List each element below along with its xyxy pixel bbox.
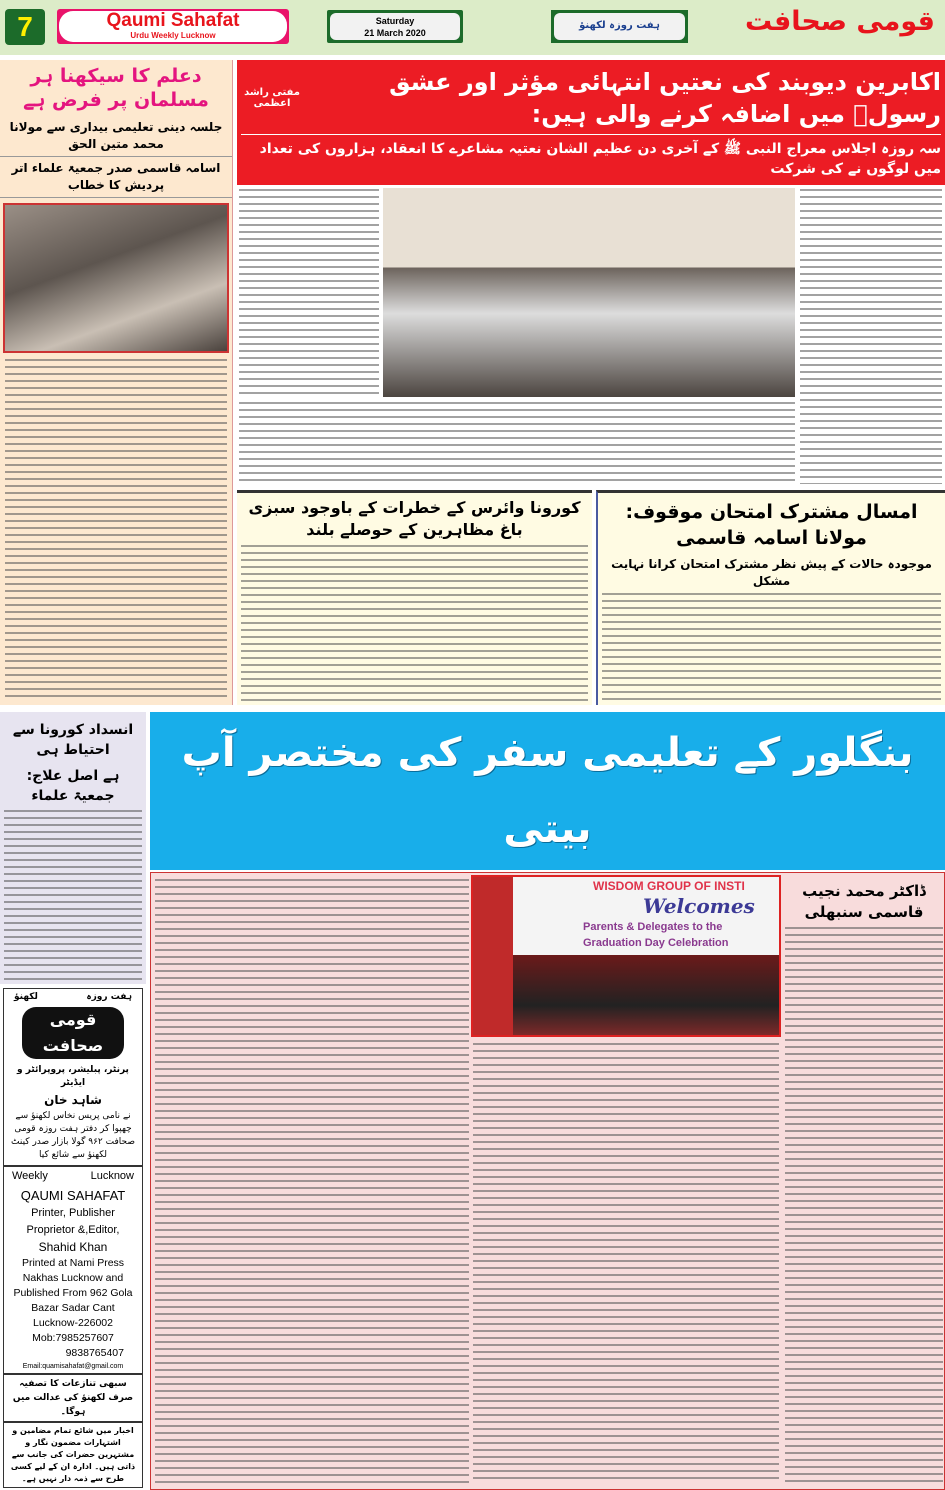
- feature-section: [150, 712, 945, 1490]
- exam-article: [596, 490, 945, 705]
- urdu-title: قومی صحافت: [745, 6, 935, 37]
- masthead-en-city: Lucknow: [90, 1170, 134, 1182]
- masthead-en-line: Printer, Publisher: [31, 1207, 115, 1219]
- masthead-roles: پرنٹر، پبلیشر، پروپرائٹر و ایڈیٹر: [17, 1065, 129, 1088]
- masthead-name: قومی صحافت: [22, 1007, 124, 1059]
- masthead-en-line: Published From 962 Gola: [13, 1287, 133, 1299]
- masthead-en-line: Printed at Nami Press: [21, 1257, 125, 1269]
- date-label: 21 March 2020: [364, 28, 426, 38]
- masthead-en-line: Bazar Sadar Cant: [31, 1302, 115, 1314]
- left-article: [0, 60, 233, 705]
- corona-side-article: [0, 712, 146, 984]
- masthead-weekly: ہفت روزہ: [86, 992, 132, 1002]
- feature-article: [150, 872, 945, 1490]
- banner-text: WISDOM GROUP OF INSTI: [593, 879, 745, 893]
- masthead-english: [3, 1166, 143, 1374]
- masthead-en-line: Proprietor &,Editor,: [26, 1224, 120, 1236]
- left-subhead-2: اسامہ قاسمی صدر جمعیۃ علماء اتر پردیش کا خطاب: [0, 157, 232, 198]
- masthead-en-line: Nakhas Lucknow and: [22, 1272, 124, 1284]
- lead-headline: اکابرین دیوبند کی نعتیں انتہائی مؤثر اور عشق رسولؐ میں اضافہ کرنے والی ہیں:: [389, 68, 941, 128]
- masthead-city: لکھنؤ: [14, 992, 38, 1002]
- lead-photo: [383, 188, 795, 397]
- corona-side-body: [4, 810, 142, 980]
- date-box: [327, 10, 463, 43]
- weekly-label: ہفت روزہ لکھنؤ: [554, 13, 685, 40]
- corona-side-headline-2: ہے اصل علاج: جمعیۃ علماء: [26, 768, 120, 804]
- left-sidebar: [0, 712, 146, 1490]
- weekly-box: [551, 10, 688, 43]
- feature-body-col: [785, 927, 943, 1483]
- left-headline: دعلم کا سیکھنا ہر مسلمان پر فرض ہے: [23, 65, 209, 111]
- exam-subhead: موجودہ حالات کے پیش نظر مشترک امتحان کرانا نہایت مشکل: [611, 557, 932, 588]
- jurisdiction-notice: سبھی تنازعات کا تصفیہ صرف لکھنؤ کی عدالت میں ہوگا۔: [3, 1374, 143, 1422]
- feature-right-col: [785, 881, 943, 1483]
- lead-article: [237, 60, 945, 487]
- lead-byline: مفتی راشد اعظمی: [244, 87, 300, 109]
- newspaper-logo: [57, 9, 289, 44]
- corona-side-headline-1: انسداد کورونا سے احتیاط ہی: [12, 722, 134, 758]
- masthead-urdu: [3, 988, 143, 1166]
- masthead-en-line: Lucknow-226002: [33, 1317, 113, 1329]
- feature-photo: [471, 875, 781, 1037]
- feature-body-col: [155, 879, 469, 1483]
- left-article-body: [5, 359, 227, 700]
- logo-subtitle: Urdu Weekly Lucknow: [130, 31, 216, 40]
- feature-headline: بنگلور کے تعلیمی سفر کی مختصر آپ بیتی: [150, 712, 945, 870]
- lead-body-col: [239, 189, 379, 397]
- corona-body: [241, 545, 588, 701]
- left-article-photo: [3, 203, 229, 353]
- page-number: 7: [5, 9, 45, 45]
- lead-article-body: [237, 185, 945, 487]
- banner-text: Parents & Delegates to the: [583, 921, 723, 933]
- logo-title: Qaumi Sahafat: [106, 10, 240, 31]
- lead-body-col: [800, 189, 942, 484]
- lead-body-col: [239, 402, 795, 484]
- masthead-en-mobile: 9838765407: [65, 1347, 124, 1359]
- masthead-en-email: Email:quamisahafat@gmail.com: [22, 1363, 124, 1370]
- masthead-en-mobile: Mob:7985257607: [32, 1332, 114, 1344]
- disclaimer-notice: اخبار میں شائع تمام مضامین و اشتہارات مضمون نگار و مشتہرین حضرات کی جانب سے ذاتی ہیں۔ ادارہ ان کے لیے کسی طرح سے ذمہ دار نہیں ہے۔: [3, 1422, 143, 1488]
- banner-text: Welcomes: [643, 894, 755, 918]
- banner-text: Graduation Day Celebration: [583, 937, 729, 949]
- masthead-address: نے نامی پریس نخاس لکھنؤ سے چھپوا کر دفتر ہفت روزہ قومی صحافت ۹۶۲ گولا بازار صدر کینٹ لکھنؤ سے شائع کیا: [11, 1111, 135, 1160]
- masthead-en-name: QAUMI SAHAFAT: [20, 1188, 126, 1203]
- exam-body: [602, 593, 941, 701]
- lead-headline-band: [237, 60, 945, 185]
- day-label: Saturday: [375, 16, 415, 26]
- feature-author: ڈاکٹر محمد نجیب قاسمی سنبھلی: [802, 882, 926, 921]
- corona-article: [237, 490, 592, 705]
- masthead-editor: شاہد خان: [44, 1093, 102, 1107]
- masthead-en-editor: Shahid Khan: [38, 1240, 108, 1254]
- feature-body-col: [473, 1043, 779, 1483]
- corona-headline: کورونا وائرس کے خطرات کے باوجود سبزی باغ مظاہرین کے حوصلے بلند: [248, 498, 581, 539]
- lead-subhead: سہ روزہ اجلاس معراج النبی ﷺ کے آخری دن عظیم الشان نعتیہ مشاعرے کا انعقاد، ہزاروں کی تعداد میں لوگوں نے کی شرکت: [241, 134, 941, 179]
- masthead-en-weekly: Weekly: [12, 1170, 48, 1182]
- left-subhead-1: جلسہ دینی تعلیمی بیداری سے مولانا محمد متین الحق: [0, 116, 232, 157]
- exam-headline: امسال مشترک امتحان موقوف: مولانا اسامہ قاسمی: [625, 501, 918, 549]
